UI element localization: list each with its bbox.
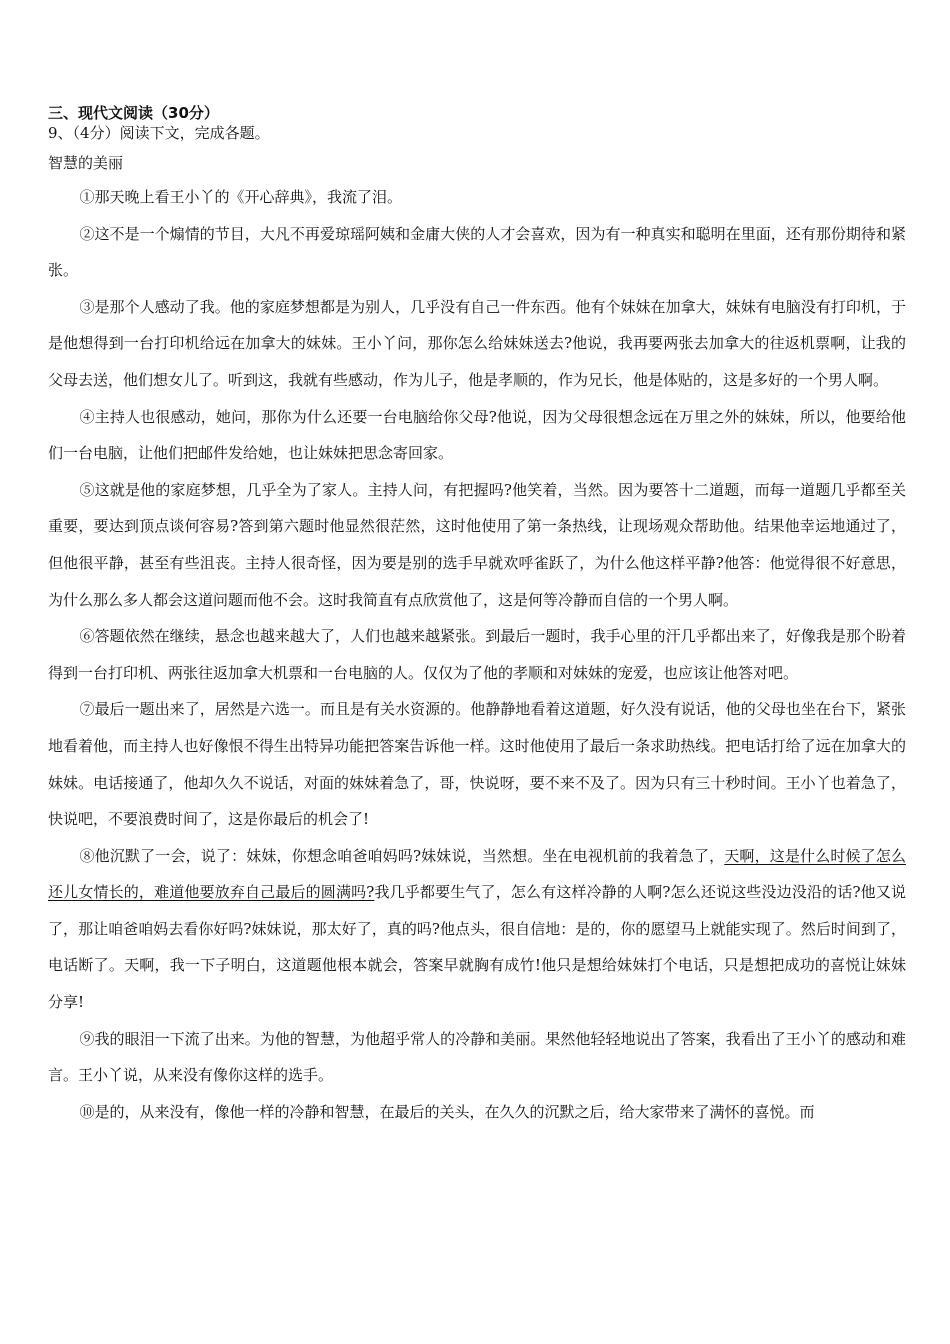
- question-prompt: 9、（4分）阅读下文，完成各题。: [48, 124, 270, 142]
- paragraph-8: [48, 838, 906, 1021]
- paragraph-7: ⑦最后一题出来了，居然是六选一。而且是有关水资源的。他静静地看着这道题，好久没有说话，他的父母也坐在台下，紧张地看着他，而主持人也好像恨不得生出特异功能把答案告诉他一样。这时他使用了最后一条求助热线。把电话打给了远在加拿大的妹妹。电话接通了，他却久久不说话，对面的妹妹着急了，哥，快说呀，要不来不及了。因为只有三十秒时间。王小丫也着急了，快说吧，不要浪费时间了，这是你最后的机会了!: [48, 700, 906, 829]
- paragraph-4: ④主持人也很感动，她问，那你为什么还要一台电脑给你父母?他说，因为父母很想念远在万里之外的妹妹，所以，他要给他们一台电脑，让他们把邮件发给她，也让妹妹把思念寄回家。: [48, 407, 906, 463]
- paragraph-8-text-before: ⑧他沉默了一会，说了：妹妹，你想念咱爸咱妈吗?妹妹说，当然想。坐在电视机前的我着急了，: [79, 846, 725, 865]
- paragraph-5: ⑤这就是他的家庭梦想，几乎全为了家人。主持人问，有把握吗?他笑着，当然。因为要答十二道题，而每一道题几乎都至关重要，要达到顶点谈何容易?答到第六题时他显然很茫然，这时他使用了第一条热线，让现场观众帮助他。结果他幸运地通过了，但他很平静，甚至有些沮丧。主持人很奇怪，因为要是别的选手早就欢呼雀跃了，为什么他这样平静?他答：他觉得很不好意思，为什么那么多人都会这道问题而他不会。这时我简直有点欣赏他了，这是何等冷静而自信的一个男人啊。: [48, 480, 906, 609]
- paragraph-2: ②这不是一个煽情的节目，大凡不再爱琼瑶阿姨和金庸大侠的人才会喜欢，因为有一种真实和聪明在里面，还有那份期待和紧张。: [48, 224, 906, 280]
- paragraph-8-text-after: 我几乎都要生气了，怎么有这样冷静的人啊?怎么还说这些没边没沿的话?他又说了，那让咱爸咱妈去看你好吗?妹妹说，那太好了，真的吗?他点头，很自信地：是的，你的愿望马上就能实现了。然后时间到了，电话断了。天啊，我一下子明白，这道题他根本就会，答案早就胸有成竹!他只是想给妹妹打个电话，只是想把成功的喜悦让妹妹分享!: [48, 883, 906, 1012]
- paragraph-3: ③是那个人感动了我。他的家庭梦想都是为别人，几乎没有自己一件东西。他有个妹妹在加拿大，妹妹有电脑没有打印机，于是他想得到一台打印机给远在加拿大的妹妹。王小丫问，那你怎么给妹妹送去?他说，我再要两张去加拿大的往返机票啊，让我的父母去送，他们想女儿了。听到这，我就有些感动，作为儿子，他是孝顺的，作为兄长，他是体贴的，这是多好的一个男人啊。: [48, 297, 906, 389]
- paragraph-9: ⑨我的眼泪一下流了出来。为他的智慧，为他超乎常人的冷静和美丽。果然他轻轻地说出了答案，我看出了王小丫的感动和难言。王小丫说，从来没有像你这样的选手。: [48, 1029, 906, 1085]
- paragraph-6: ⑥答题依然在继续，悬念也越来越大了，人们也越来越紧张。到最后一题时，我手心里的汗几乎都出来了，好像我是那个盼着得到一台打印机、两张往返加拿大机票和一台电脑的人。仅仅为了他的孝顺和对妹妹的宠爱，也应该让他答对吧。: [48, 627, 906, 682]
- section-title: 三、现代文阅读（30分）: [48, 104, 219, 122]
- article-title: 智慧的美丽: [48, 154, 124, 172]
- underlined-sentence: 天啊，这是什么时候了怎么还儿女情长的，难道他要放弃自己最后的圆满吗?: [48, 846, 906, 902]
- paragraph-1: ①那天晚上看王小丫的《开心辞典》，我流了泪。: [79, 188, 403, 206]
- paragraph-10: ⑩是的，从来没有，像他一样的冷静和智慧，在最后的关头，在久久的沉默之后，给大家带来了满怀的喜悦。而: [79, 1102, 815, 1121]
- document-page: [48, 103, 906, 1130]
